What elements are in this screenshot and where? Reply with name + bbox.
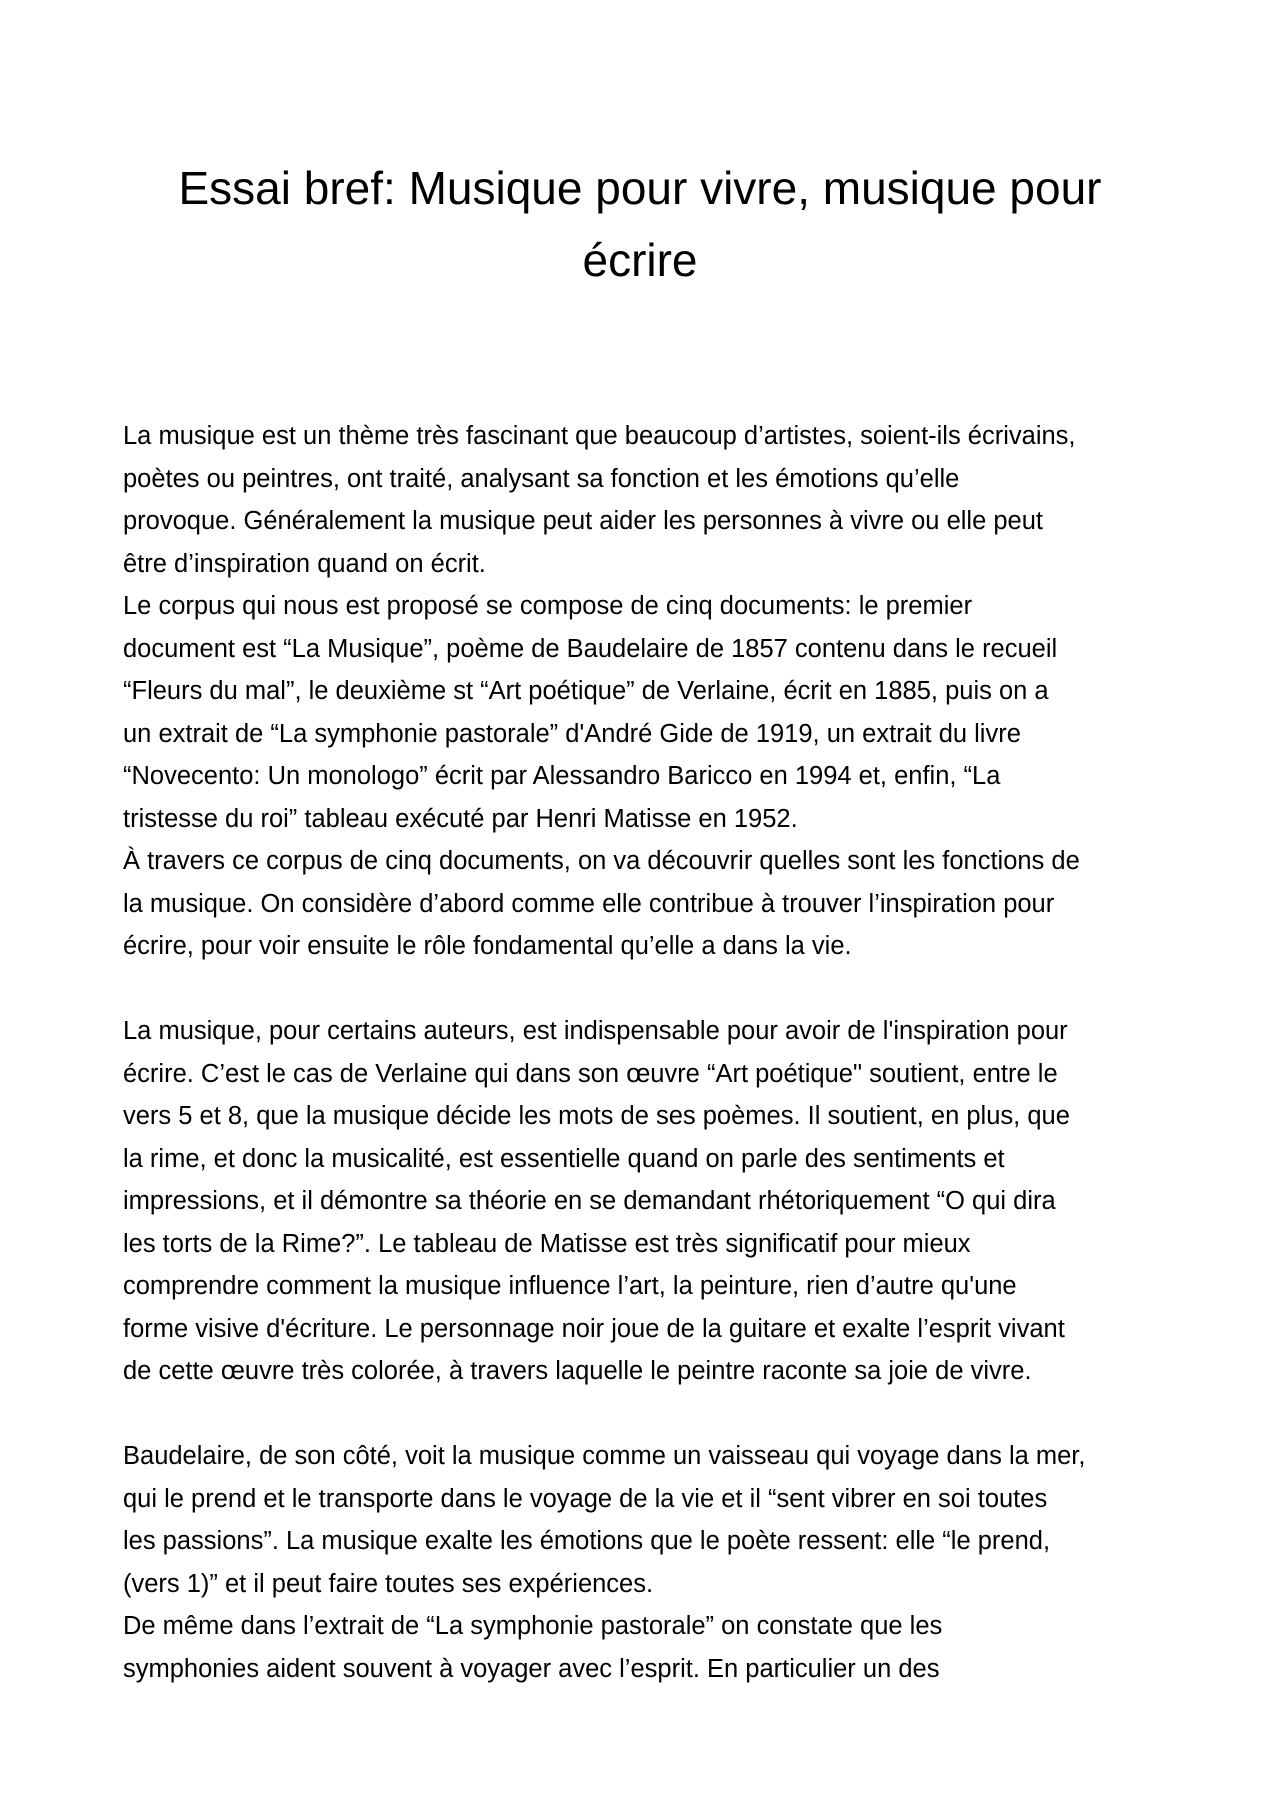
text-line: Baudelaire, de son côté, voit la musique comme un vaisseau qui voyage dans la mer, (123, 1442, 1086, 1470)
text-line: Le corpus qui nous est proposé se compose de cinq documents: le premier (123, 592, 973, 620)
text-line: document est “La Musique”, poème de Baudelaire de 1857 contenu dans le recueil (123, 634, 1058, 663)
paragraph-break (123, 968, 1173, 1011)
title-line: écrire (582, 234, 698, 286)
text-line: (vers 1)” et il peut faire toutes ses expériences. (123, 1569, 654, 1598)
text-line: être d’inspiration quand on écrit. (123, 549, 486, 578)
text-line: écrire. C’est le cas de Verlaine qui dans son œuvre “Art poétique" soutient, entre le (123, 1059, 1058, 1088)
text-line: poètes ou peintres, ont traité, analysant sa fonction et les émotions qu’elle (123, 464, 960, 493)
text-line: impressions, et il démontre sa théorie en se demandant rhétoriquement “O qui dira (123, 1187, 1056, 1215)
text-line: forme visive d'écriture. Le personnage noir joue de la guitare et exalte l’esprit vivant (123, 1314, 1065, 1343)
text-line: tristesse du roi” tableau exécuté par Henri Matisse en 1952. (123, 804, 798, 833)
text-line: de cette œuvre très colorée, à travers laquelle le peintre raconte sa joie de vivre. (123, 1357, 1032, 1385)
text-line: les passions”. La musique exalte les émotions que le poète ressent: elle “le prend, (123, 1527, 1051, 1555)
paragraph-break (123, 1393, 1173, 1436)
essay-body (123, 415, 1173, 1690)
text-line: comprendre comment la musique influence l’art, la peinture, rien d’autre qu'une (123, 1272, 1017, 1300)
title-line: Essai bref: Musique pour vivre, musique pour (178, 162, 1102, 214)
text-line: De même dans l’extrait de “La symphonie pastorale” on constate que les (123, 1612, 943, 1640)
text-line: vers 5 et 8, que la musique décide les mots de ses poèmes. Il soutient, en plus, que (123, 1102, 1070, 1130)
text-line: symphonies aident souvent à voyager avec l’esprit. En particulier un des (123, 1654, 940, 1683)
essay-title (150, 152, 1130, 296)
text-line: La musique est un thème très fascinant que beaucoup d’artistes, soient-ils écrivains, (123, 422, 1076, 450)
text-line: les torts de la Rime?”. Le tableau de Matisse est très significatif pour mieux (123, 1229, 971, 1258)
text-line: À travers ce corpus de cinq documents, on va découvrir quelles sont les fonctions de (123, 847, 1080, 875)
text-line: provoque. Généralement la musique peut aider les personnes à vivre ou elle peut (123, 507, 1043, 535)
text-line: “Novecento: Un monologo” écrit par Alessandro Baricco en 1994 et, enfin, “La (123, 762, 1001, 790)
text-line: “Fleurs du mal”, le deuxième st “Art poétique” de Verlaine, écrit en 1885, puis on a (123, 677, 1049, 705)
text-line: La musique, pour certains auteurs, est indispensable pour avoir de l'inspiration pour (123, 1017, 1068, 1045)
text-line: un extrait de “La symphonie pastorale” d'André Gide de 1919, un extrait du livre (123, 719, 1021, 748)
text-line: qui le prend et le transporte dans le voyage de la vie et il “sent vibrer en soi toutes (123, 1484, 1048, 1513)
text-line: la rime, et donc la musicalité, est essentielle quand on parle des sentiments et (123, 1144, 1005, 1173)
text-line: écrire, pour voir ensuite le rôle fondamental qu’elle a dans la vie. (123, 932, 852, 960)
text-line: la musique. On considère d’abord comme elle contribue à trouver l’inspiration pour (123, 889, 1055, 918)
